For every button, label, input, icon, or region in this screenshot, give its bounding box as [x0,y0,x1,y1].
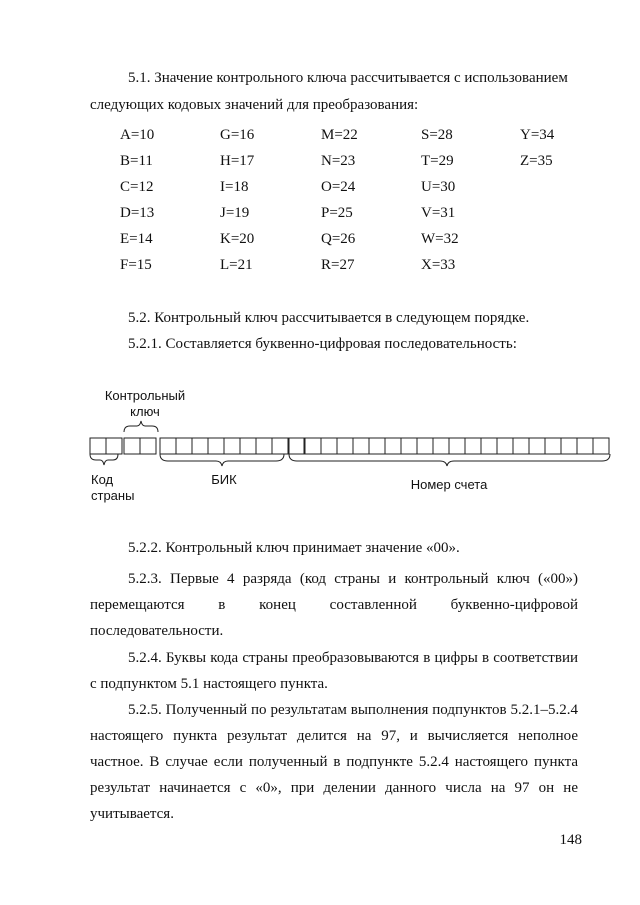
diagram-labels [91,388,488,503]
p524: 5.2.4. Буквы кода страны преобразовываются в цифры в соответствии с подпунктом 5.1 настоящего пункта. [90,650,578,692]
code-cell: Q=26 [321,231,356,247]
code-cell: L=21 [220,257,253,273]
account-box [465,438,481,454]
account-box [481,438,497,454]
p51-line1: 5.1. Значение контрольного ключа рассчитывается с использованием [128,70,568,86]
p51-line2: следующих кодовых значений для преобразования: [90,97,419,113]
bik-box [240,438,256,454]
bik-box [160,438,176,454]
bik-box [224,438,240,454]
p521: 5.2.1. Составляется буквенно-цифровая последовательность: [128,336,517,352]
country-box [90,438,106,454]
p52: 5.2. Контрольный ключ рассчитывается в следующем порядке. [128,310,530,326]
account-box [545,438,561,454]
account-box [417,438,433,454]
account-box [337,438,353,454]
code-cell: B=11 [120,153,153,169]
bik-box [272,438,288,454]
code-cell: H=17 [220,153,255,169]
account-box [449,438,465,454]
account-box [561,438,577,454]
code-cell: G=16 [220,127,255,143]
code-cell: M=22 [321,127,358,143]
account-box [321,438,337,454]
account-box [593,438,609,454]
code-cell: E=14 [120,231,153,247]
account-brace [289,454,610,466]
code-cell: U=30 [421,179,456,195]
key-label-line2: ключ [130,404,160,419]
key-brace [124,421,158,432]
account-box [433,438,449,454]
bik-box [208,438,224,454]
country-label-line1: Код [91,472,114,487]
bik-box [256,438,272,454]
account-box [529,438,545,454]
code-cell: S=28 [421,127,453,143]
account-box [289,438,305,454]
code-cell: X=33 [421,257,456,273]
account-box [353,438,369,454]
bik-label: БИК [211,472,237,487]
code-cell: C=12 [120,179,154,195]
key-box [140,438,156,454]
digit-boxes [90,438,609,454]
code-cell: J=19 [220,205,250,221]
p522: 5.2.2. Контрольный ключ принимает значение «00». [128,540,460,556]
account-box [577,438,593,454]
account-box [401,438,417,454]
code-cell: Y=34 [520,127,555,143]
country-brace [90,454,118,465]
code-cell: F=15 [120,257,152,273]
bik-box [288,438,304,454]
code-cell: V=31 [421,205,456,221]
account-box [513,438,529,454]
code-cell: T=29 [421,153,454,169]
code-cell: I=18 [220,179,249,195]
code-cell: P=25 [321,205,353,221]
account-label: Номер счета [410,477,488,492]
code-cell: Z=35 [520,153,553,169]
code-cell: W=32 [421,231,459,247]
bik-box [192,438,208,454]
p523: 5.2.3. Первые 4 разряда (код страны и контрольный ключ («00») перемещаются в конец составленной буквенно-цифровой последовательности. [90,571,578,639]
p525: 5.2.5. Полученный по результатам выполнения подпунктов 5.2.1–5.2.4 настоящего пункта результат делится на 97, и вычисляется неполное частное. В случае если полученный в подпункте 5.2.4 настоящего пункта результат начинается с «0», при делении данного числа на 97 он не учитывается. [90,702,578,822]
code-cell: N=23 [321,153,356,169]
key-box [124,438,140,454]
account-box [305,438,321,454]
code-cell: D=13 [120,205,155,221]
code-cell: O=24 [321,179,356,195]
code-cell: A=10 [120,127,155,143]
iban-diagram [0,384,640,504]
bik-box [176,438,192,454]
country-label-line2: страны [91,488,135,503]
country-box [106,438,122,454]
account-box [369,438,385,454]
key-label-line1: Контрольный [104,388,186,403]
account-box [385,438,401,454]
bik-brace [160,454,284,466]
account-box [497,438,513,454]
page-number: 148 [559,832,582,848]
code-cell: K=20 [220,231,255,247]
code-cell: R=27 [321,257,355,273]
